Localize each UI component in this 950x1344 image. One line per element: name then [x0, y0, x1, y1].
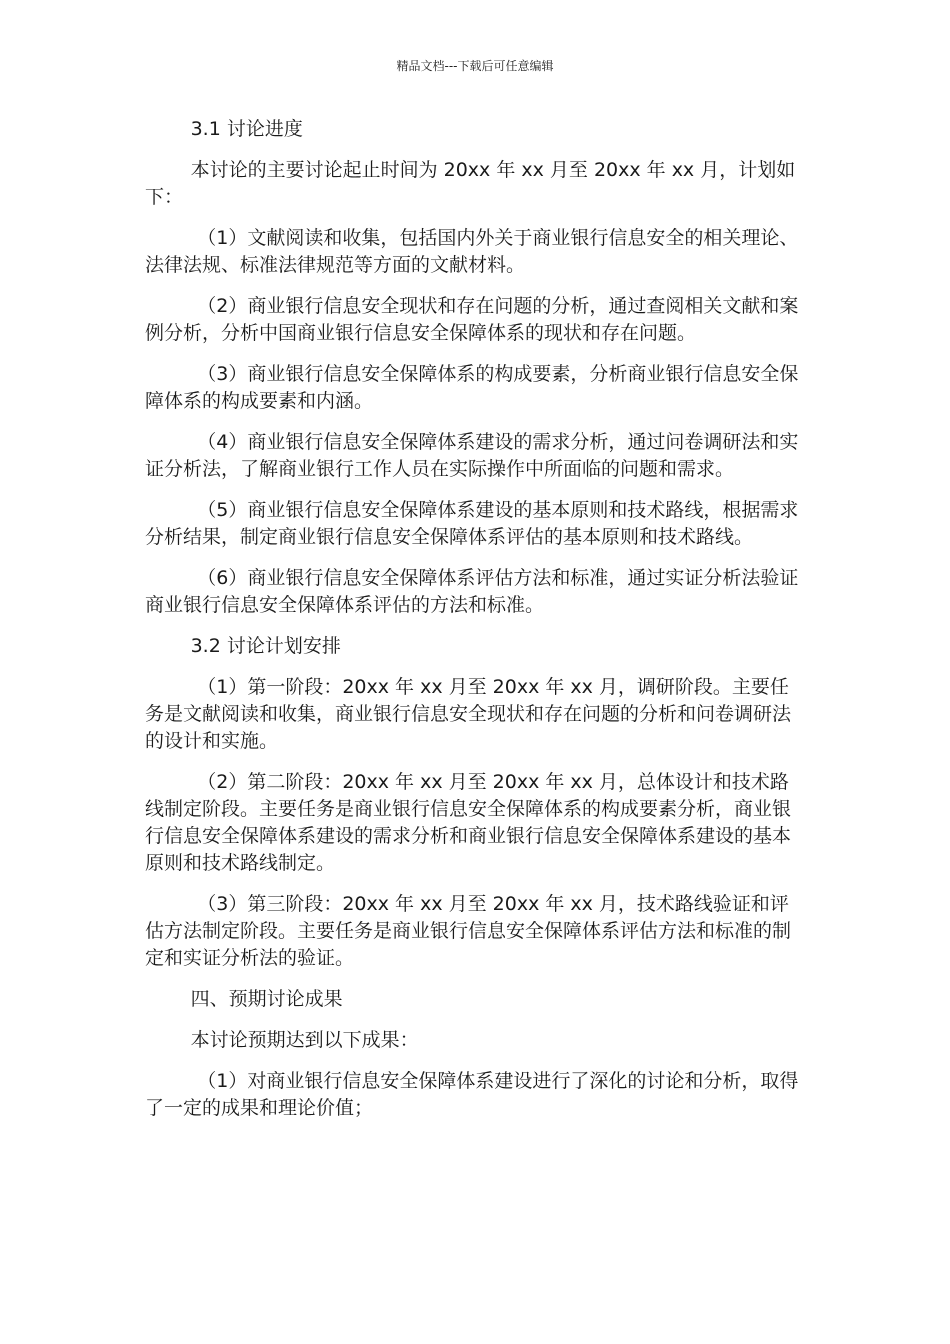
section-heading-3-2: 3.2 讨论计划安排: [190, 635, 341, 657]
list-item-4: （4）商业银行信息安全保障体系建设的需求分析，通过问卷调研法和实证分析法，了解商业银行工作人员在实际操作中所面临的问题和需求。: [145, 431, 799, 480]
stage-item-3: （3）第三阶段：20xx 年 xx 月至 20xx 年 xx 月，技术路线验证和评估方法制定阶段。主要任务是商业银行信息安全保障体系评估方法和标准的制定和实证分析法的验证。: [145, 893, 792, 969]
document-body: [145, 116, 805, 1136]
list-item-5: （5）商业银行信息安全保障体系建设的基本原则和技术路线，根据需求分析结果，制定商业银行信息安全保障体系评估的基本原则和技术路线。: [145, 499, 799, 548]
list-item-1: （1）文献阅读和收集，包括国内外关于商业银行信息安全的相关理论、法律法规、标准法律规范等方面的文献材料。: [145, 227, 799, 276]
list-item-6: （6）商业银行信息安全保障体系评估方法和标准，通过实证分析法验证商业银行信息安全保障体系评估的方法和标准。: [145, 567, 799, 616]
stage-item-1: （1）第一阶段：20xx 年 xx 月至 20xx 年 xx 月，调研阶段。主要任务是文献阅读和收集，商业银行信息安全现状和存在问题的分析和问卷调研法的设计和实施。: [145, 676, 792, 752]
list-item-3: （3）商业银行信息安全保障体系的构成要素，分析商业银行信息安全保障体系的构成要素和内涵。: [145, 363, 799, 412]
list-item-2: （2）商业银行信息安全现状和存在问题的分析，通过查阅相关文献和案例分析，分析中国商业银行信息安全保障体系的现状和存在问题。: [145, 295, 799, 344]
page-header: 精品文档---下载后可任意编辑: [396, 59, 554, 73]
paragraph-outcomes-intro: 本讨论预期达到以下成果：: [190, 1029, 419, 1051]
outcome-item-1: （1）对商业银行信息安全保障体系建设进行了深化的讨论和分析，取得了一定的成果和理论价值；: [145, 1070, 799, 1119]
stage-item-2: （2）第二阶段：20xx 年 xx 月至 20xx 年 xx 月，总体设计和技术路线制定阶段。主要任务是商业银行信息安全保障体系的构成要素分析，商业银行信息安全保障体系建设的需求分析和商业银行信息安全保障体系建设的基本原则和技术路线制定。: [145, 771, 792, 874]
section-heading-4: 四、预期讨论成果: [190, 988, 343, 1010]
section-heading-3-1: 3.1 讨论进度: [190, 118, 303, 140]
paragraph-schedule-intro: 本讨论的主要讨论起止时间为 20xx 年 xx 月至 20xx 年 xx 月，计划如下：: [145, 159, 796, 208]
